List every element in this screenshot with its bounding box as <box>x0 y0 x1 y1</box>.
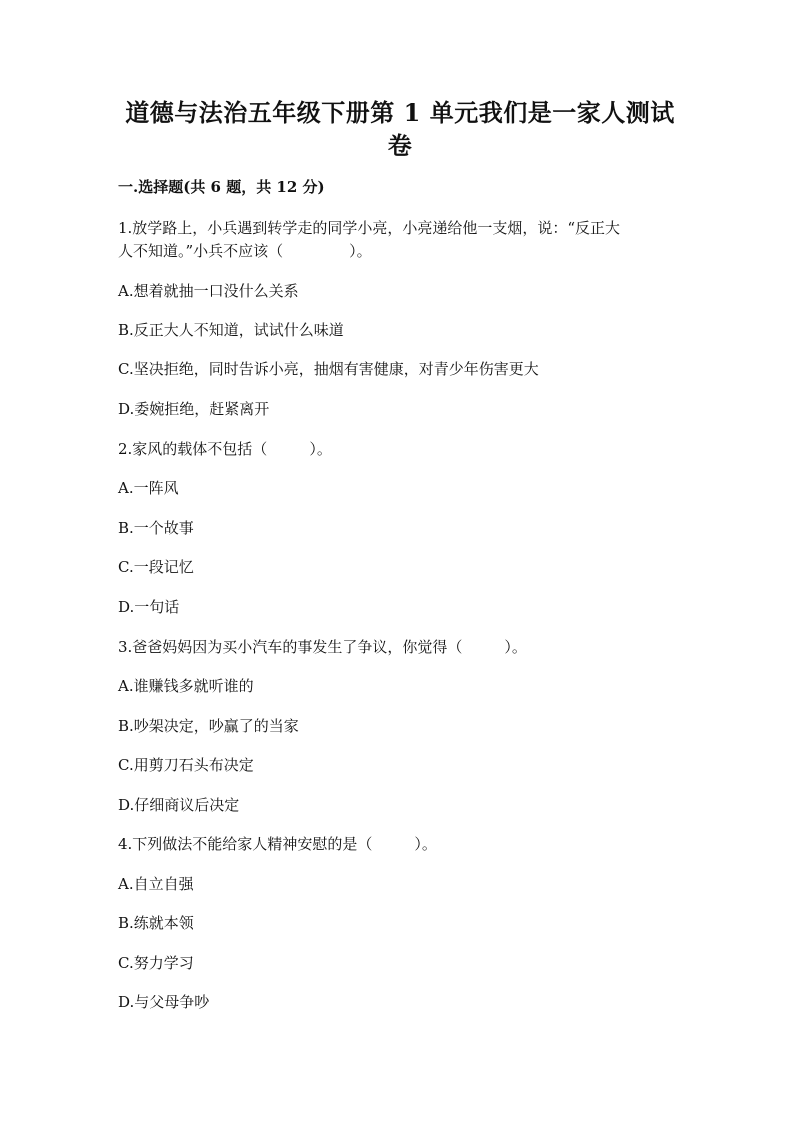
question-3-stem <box>118 636 690 658</box>
question-3-option-b: B.吵架决定，吵赢了的当家 <box>118 717 299 735</box>
question-4-stem-end: ）。 <box>414 835 437 853</box>
question-1-option-c: C.坚决拒绝，同时告诉小亮，抽烟有害健康，对青少年伤害更大 <box>118 360 539 378</box>
question-2-option-b: B.一个故事 <box>118 519 194 537</box>
question-3-option-d: D.仔细商议后决定 <box>118 796 240 814</box>
page-title-line-2: 卷 <box>387 131 413 160</box>
question-4-option-c: C.努力学习 <box>118 954 194 972</box>
question-1-option-a: A.想着就抽一口没什么关系 <box>118 282 299 300</box>
question-4-option-b: B.练就本领 <box>118 914 194 932</box>
section-heading: 一.选择题(共 6 题，共 12 分) <box>118 178 325 196</box>
page-title-line-1: 道德与法治五年级下册第 1 单元我们是一家人测试 <box>125 98 675 127</box>
question-4-stem <box>118 833 690 855</box>
question-3-stem-text: 3.爸爸妈妈因为买小汽车的事发生了争议，你觉得（ <box>118 638 463 656</box>
question-1-stem-line-1: 1.放学路上，小兵遇到转学走的同学小亮，小亮递给他一支烟，说：“反正大 <box>118 219 620 237</box>
question-2-option-c: C.一段记忆 <box>118 558 194 576</box>
page-title <box>118 96 682 162</box>
question-4-option-d: D.与父母争吵 <box>118 993 210 1011</box>
question-3-option-c: C.用剪刀石头布决定 <box>118 756 254 774</box>
question-2-stem-end: ）。 <box>309 440 332 458</box>
question-4-option-a: A.自立自强 <box>118 875 194 893</box>
question-1-option-d: D.委婉拒绝，赶紧离开 <box>118 400 270 418</box>
question-1-stem-end: ）。 <box>349 242 372 260</box>
question-2-stem <box>118 438 690 460</box>
question-1-stem-text: 人不知道。”小兵不应该（ <box>118 242 284 260</box>
question-1-stem-line-2 <box>118 240 690 262</box>
question-2-option-d: D.一句话 <box>118 598 180 616</box>
question-3-option-a: A.谁赚钱多就听谁的 <box>118 677 254 695</box>
question-1-option-b: B.反正大人不知道，试试什么味道 <box>118 321 344 339</box>
question-4-stem-text: 4.下列做法不能给家人精神安慰的是（ <box>118 835 373 853</box>
question-3-stem-end: ）。 <box>504 638 527 656</box>
question-2-stem-text: 2.家风的载体不包括（ <box>118 440 268 458</box>
question-2-option-a: A.一阵风 <box>118 479 179 497</box>
